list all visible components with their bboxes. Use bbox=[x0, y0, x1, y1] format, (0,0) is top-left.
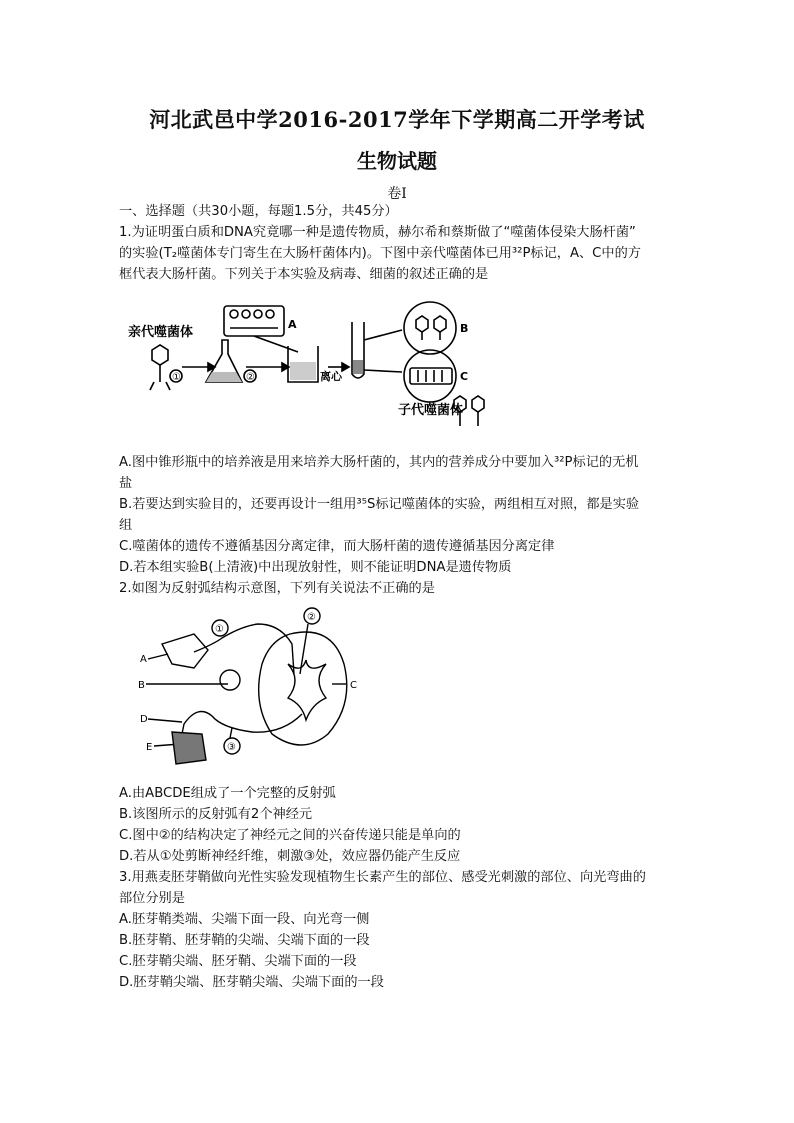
section-heading: 一、选择题（共30小题，每题1.5分，共45分） bbox=[119, 204, 398, 219]
section-heading-block bbox=[119, 201, 689, 285]
q2-q3-block bbox=[119, 783, 689, 993]
svg-text:③: ③ bbox=[227, 742, 236, 753]
q1-option-b-line2: 组 bbox=[119, 518, 133, 533]
svg-text:C: C bbox=[350, 680, 357, 691]
circle-c-icon bbox=[404, 350, 456, 402]
receptor-icon bbox=[162, 634, 208, 668]
svg-text:C: C bbox=[460, 370, 469, 383]
reflex-arc-figure bbox=[132, 604, 372, 780]
svg-text:①: ① bbox=[215, 624, 224, 635]
q1-stem-line1: 1.为证明蛋白质和DNA究竟哪一种是遗传物质，赫尔希和蔡斯做了“噬菌体侵染大肠杆菌” bbox=[119, 225, 636, 240]
circle-b-icon bbox=[404, 302, 456, 354]
q3-option-d: D.胚芽鞘尖端、胚芽鞘尖端、尖端下面的一段 bbox=[119, 975, 384, 990]
svg-text:A: A bbox=[288, 318, 297, 331]
q2-stem: 2.如图为反射弧结构示意图，下列有关说法不正确的是 bbox=[119, 581, 435, 596]
q1-stem-line2: 的实验(T₂噬菌体专门寄生在大肠杆菌体内)。下图中亲代噬菌体已用³²P标记，A、C中的方 bbox=[119, 246, 641, 261]
q3-option-b: B.胚芽鞘、胚芽鞘的尖端、尖端下面的一段 bbox=[119, 933, 370, 948]
svg-text:离心: 离心 bbox=[320, 370, 342, 383]
q1-option-b-line1: B.若要达到实验目的，还要再设计一组用³⁵S标记噬菌体的实验，两组相互对照，都是实验 bbox=[119, 497, 640, 512]
effector-icon bbox=[172, 732, 206, 764]
q1-option-a-line1: A.图中锥形瓶中的培养液是用来培养大肠杆菌的，其内的营养成分中要加入³²P标记的无机 bbox=[119, 455, 639, 470]
q3-option-c: C.胚芽鞘尖端、胚牙鞘、尖端下面的一段 bbox=[119, 954, 357, 969]
q2-option-a: A.由ABCDE组成了一个完整的反射弧 bbox=[119, 786, 336, 801]
parent-phage-head-icon bbox=[152, 345, 168, 365]
spinal-cord-icon bbox=[259, 632, 347, 745]
q3-option-a: A.胚芽鞘类端、尖端下面一段、向光弯一侧 bbox=[119, 912, 370, 927]
q1-option-c: C.噬菌体的遗传不遵循基因分离定律，而大肠杆菌的遗传遵循基因分离定律 bbox=[119, 539, 555, 554]
svg-text:E: E bbox=[146, 742, 153, 753]
q2-option-b: B.该图所示的反射弧有2个神经元 bbox=[119, 807, 313, 822]
exam-title: 河北武邑中学2016-2017学年下学期高二开学考试 bbox=[149, 107, 645, 132]
svg-text:D: D bbox=[140, 714, 148, 725]
phage-experiment-figure bbox=[120, 300, 500, 440]
q1-option-d: D.若本组实验B(上清液)中出现放射性，则不能证明DNA是遗传物质 bbox=[119, 560, 512, 575]
svg-text:B: B bbox=[460, 322, 469, 335]
svg-text:②: ② bbox=[307, 612, 316, 623]
svg-text:②: ② bbox=[246, 372, 255, 383]
parent-phage-label: 亲代噬菌体 bbox=[128, 325, 194, 340]
exam-subtitle: 生物试题 bbox=[357, 149, 437, 173]
svg-text:①: ① bbox=[172, 372, 181, 383]
q2-option-c: C.图中②的结构决定了神经元之间的兴奋传递只能是单向的 bbox=[119, 828, 461, 843]
svg-text:A: A bbox=[140, 654, 147, 665]
volume-label: 卷Ⅰ bbox=[387, 186, 407, 202]
q3-stem-line1: 3.用燕麦胚芽鞘做向光性实验发现植物生长素产生的部位、感受光刺激的部位、向光弯曲的 bbox=[119, 870, 646, 885]
offspring-phage-label: 子代噬菌体 bbox=[398, 403, 464, 418]
q3-stem-line2: 部位分别是 bbox=[119, 891, 185, 906]
q2-option-d: D.若从①处剪断神经纤维，刺激③处，效应器仍能产生反应 bbox=[119, 849, 461, 864]
q1-option-a-line2: 盐 bbox=[119, 476, 133, 491]
svg-text:B: B bbox=[138, 680, 145, 691]
ganglion-icon bbox=[220, 670, 240, 690]
q1-options bbox=[119, 452, 689, 599]
q1-stem-line3: 框代表大肠杆菌。下列关于本实验及病毒、细菌的叙述正确的是 bbox=[119, 267, 489, 282]
